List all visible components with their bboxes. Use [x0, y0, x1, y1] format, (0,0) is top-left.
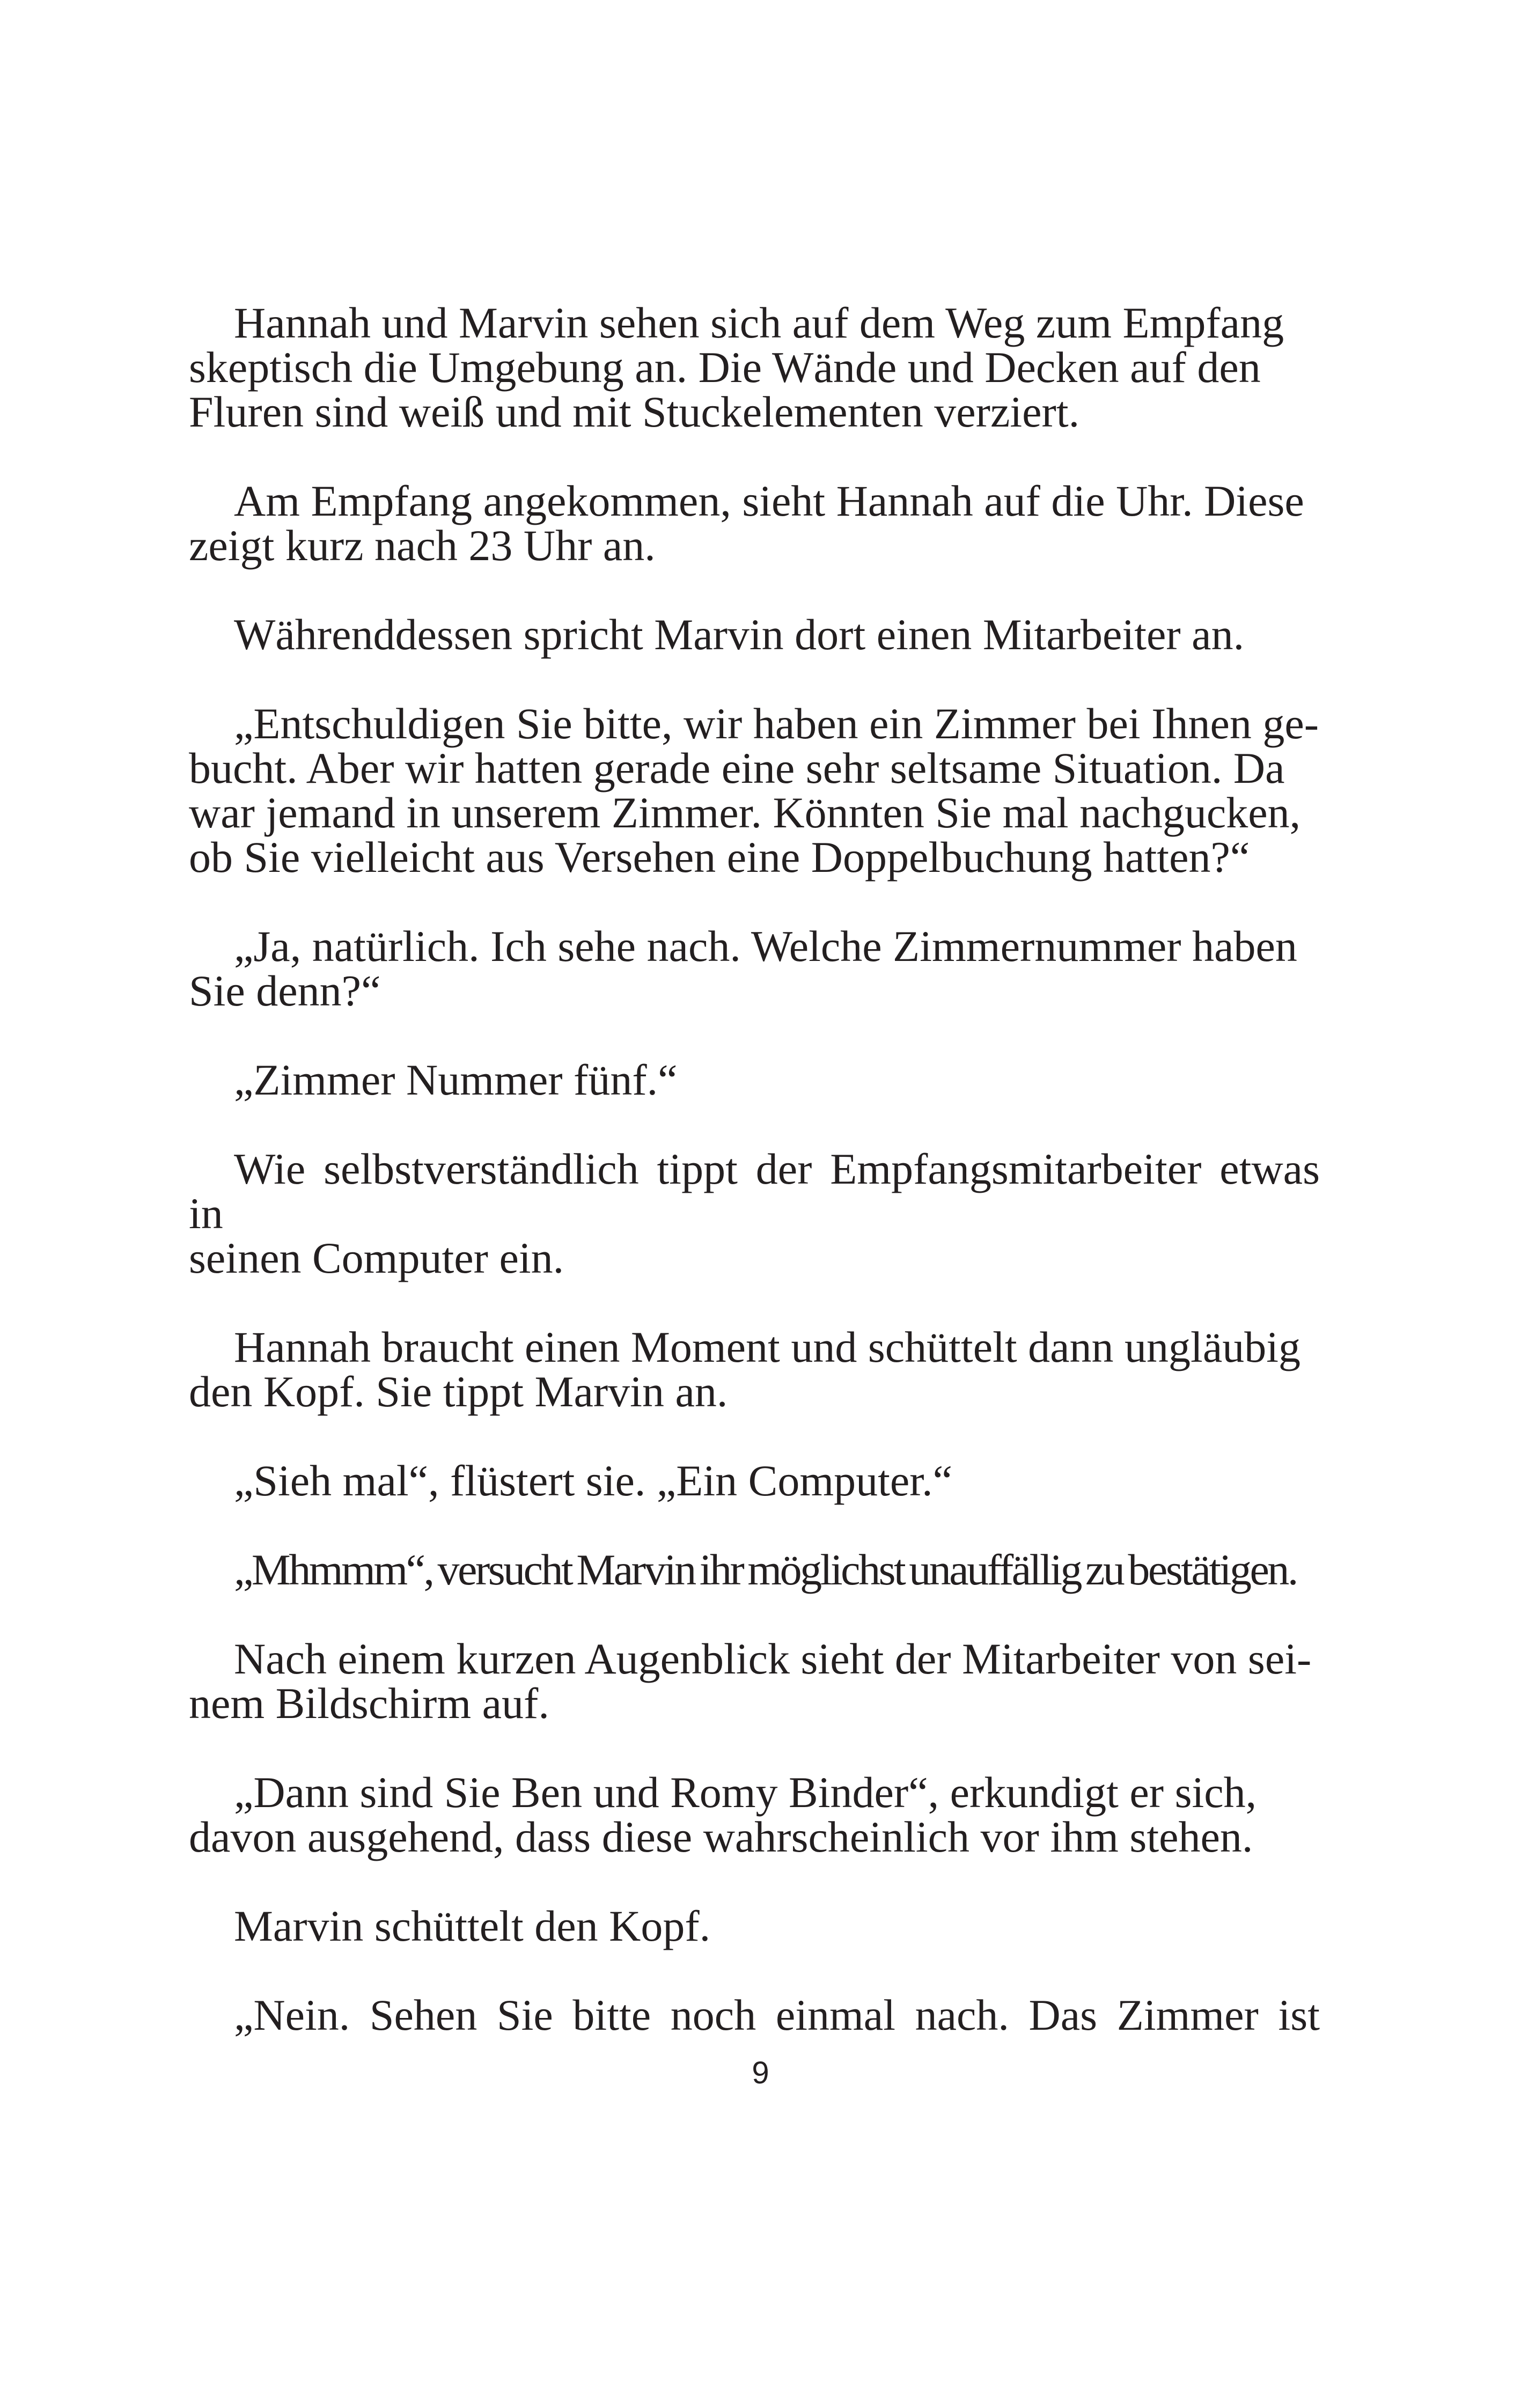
text-line: „Ja, natürlich. Ich sehe nach. Welche Zimmernummer haben	[234, 922, 1297, 971]
text-line: ob Sie vielleicht aus Versehen eine Doppelbuchung hatten?“	[189, 833, 1250, 882]
paragraph-10: „Mhmmm“, versucht Marvin ihr möglichst unauffällig zu bestätigen.	[234, 1545, 1297, 1594]
paragraph-1	[189, 300, 1320, 434]
paragraph-13: Marvin schüttelt den Kopf.	[234, 1902, 711, 1950]
text-line: Am Empfang angekommen, sieht Hannah auf die Uhr. Diese	[234, 476, 1304, 525]
paragraph-2	[189, 476, 1320, 570]
text-line: „Dann sind Sie Ben und Romy Binder“, erkundigt er sich,	[234, 1768, 1257, 1817]
text-line: davon ausgehend, dass diese wahrscheinlich vor ihm stehen.	[189, 1812, 1253, 1861]
paragraph-12	[189, 1770, 1320, 1859]
text-line: war jemand in unserem Zimmer. Könnten Sie mal nachgucken,	[189, 788, 1301, 837]
text-line: seinen Computer ein.	[189, 1234, 564, 1282]
paragraph-4	[189, 699, 1320, 882]
paragraph-9: „Sieh mal“, flüstert sie. „Ein Computer.“	[234, 1456, 952, 1505]
text-line: zeigt kurz nach 23 Uhr an.	[189, 521, 656, 570]
text-line: Wie selbstverständlich tippt der Empfangsmitarbeiter etwas in	[189, 1144, 1320, 1238]
paragraph-3: Währenddessen spricht Marvin dort einen Mitarbeiter an.	[234, 610, 1245, 659]
text-line: Hannah und Marvin sehen sich auf dem Weg zum Empfang	[234, 298, 1284, 347]
text-line: Fluren sind weiß und mit Stuckelementen verziert.	[189, 387, 1080, 436]
text-line: Sie denn?“	[189, 966, 381, 1015]
text-line: Nach einem kurzen Augenblick sieht der Mitarbeiter von sei-	[234, 1634, 1312, 1683]
text-line: nem Bildschirm auf.	[189, 1679, 549, 1728]
text-line: skeptisch die Umgebung an. Die Wände und Decken auf den	[189, 343, 1261, 392]
paragraph-14: „Nein. Sehen Sie bitte noch einmal nach. Das Zimmer ist	[234, 1991, 1320, 2039]
page-number: 9	[752, 2055, 769, 2090]
body-text	[189, 300, 1320, 2037]
text-line: Hannah braucht einen Moment und schüttelt dann ungläubig	[234, 1323, 1301, 1371]
text-line: bucht. Aber wir hatten gerade eine sehr seltsame Situation. Da	[189, 744, 1285, 792]
text-line: den Kopf. Sie tippt Marvin an.	[189, 1367, 728, 1416]
paragraph-7	[189, 1144, 1320, 1282]
paragraph-8	[189, 1325, 1320, 1414]
paragraph-6: „Zimmer Nummer fünf.“	[234, 1055, 678, 1104]
text-line: „Entschuldigen Sie bitte, wir haben ein Zimmer bei Ihnen ge-	[234, 699, 1319, 748]
paragraph-5	[189, 924, 1320, 1013]
paragraph-11	[189, 1636, 1320, 1726]
